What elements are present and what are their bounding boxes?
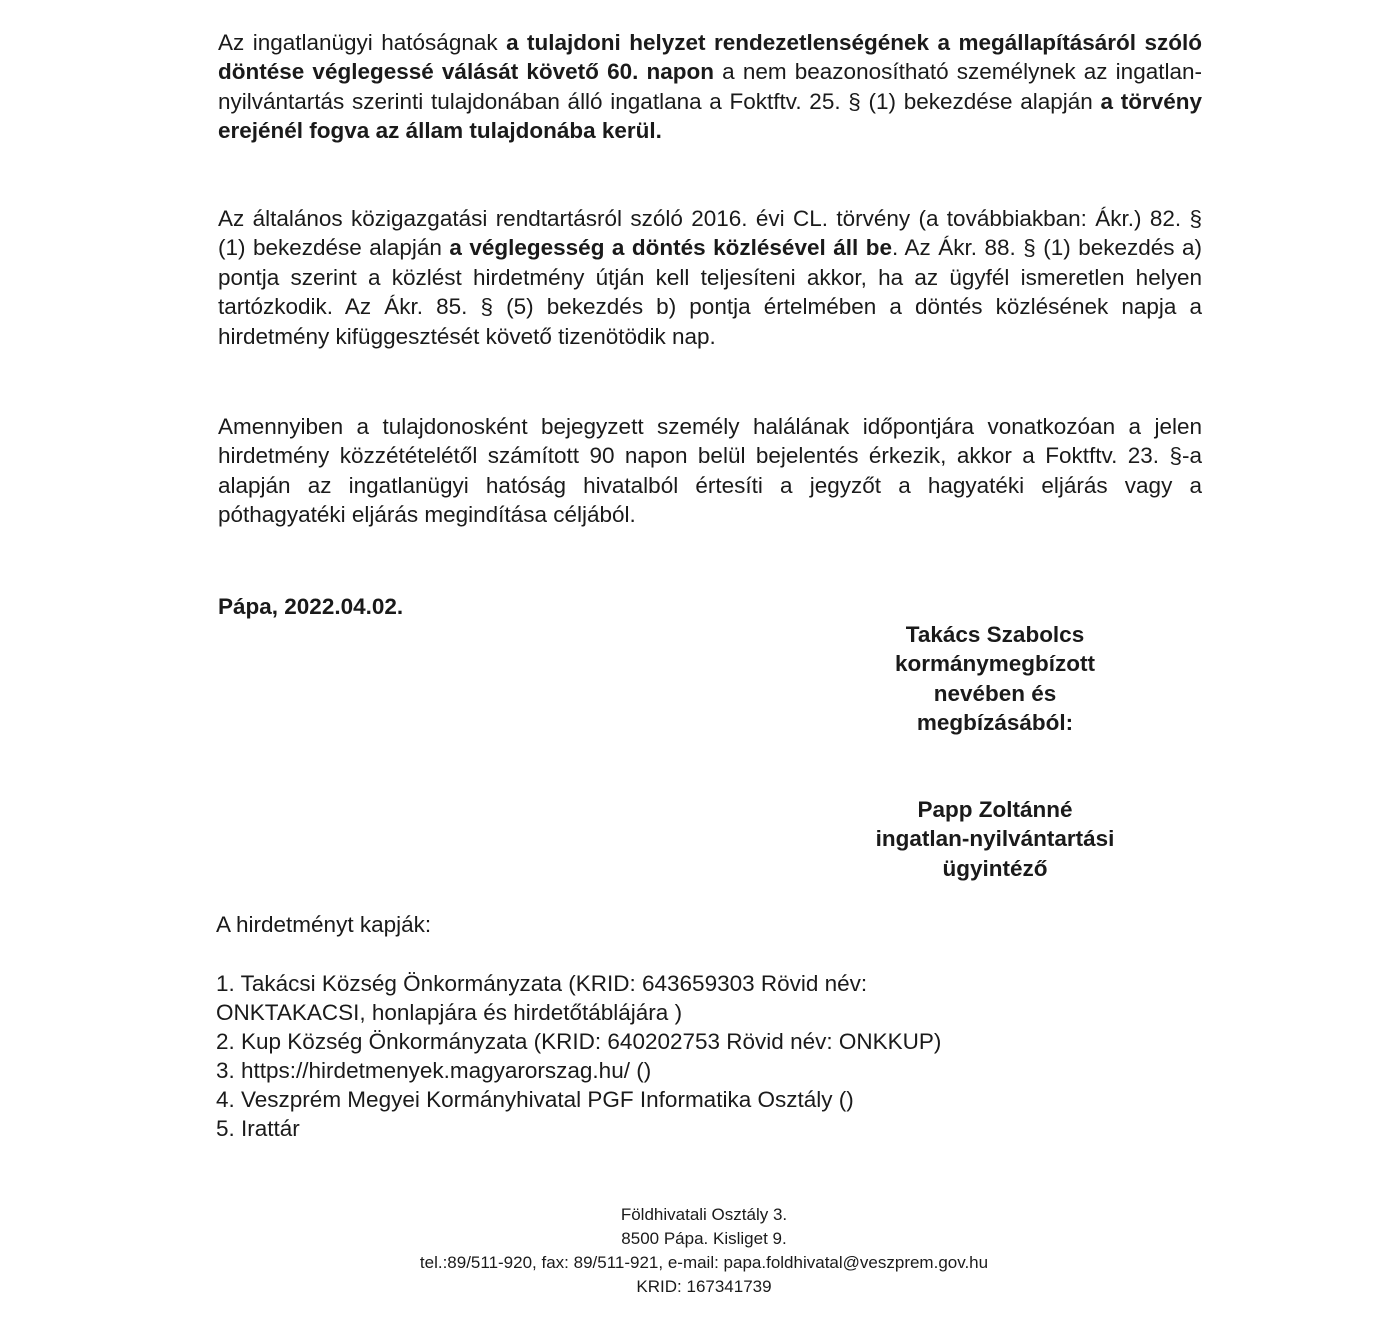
signature-block-authority <box>760 620 1230 738</box>
paragraph-1-seg-2: a nem beazonosítható személynek az ingatlan- nyilvántartás szerinti tulajdonában álló ingatlana a Foktftv. 25. § (1) bekezdése alapján <box>218 59 1202 114</box>
paragraph-2-seg-2: . Az Ákr. 88. § (1) bekezdés a) pontja szerint a közlést hirdetmény útján kell teljesíteni akkor, ha az ügyfél ismeretlen helyen tartózkodik. Az Ákr. 85. § (5) bekezdés b) pontja értelmében a döntés közlésének napja a hirdetmény kifüggesztését követő tizenötödik nap. <box>218 235 1202 349</box>
list-item: 3. https://hirdetmenyek.magyarorszag.hu/ () <box>216 1058 652 1083</box>
list-item: 4. Veszprém Megyei Kormányhivatal PGF Informatika Osztály () <box>216 1087 854 1112</box>
signature-line: ügyintéző <box>942 855 1048 881</box>
paragraph-1-seg-0: Az ingatlanügyi hatóságnak <box>218 30 507 55</box>
signature-line: Papp Zoltánné <box>917 797 1073 822</box>
signature-block-officer <box>760 795 1230 883</box>
paragraph-1-seg-3: a törvény erejénél fogva az állam tulajdonába kerül. <box>218 88 1203 144</box>
signature-line: nevében és <box>933 680 1057 706</box>
recipients-list <box>216 969 1116 1143</box>
footer-office: Földhivatali Osztály 3. <box>620 1205 788 1224</box>
list-item: ONKTAKACSI, honlapjára és hirdetőtáblájára ) <box>216 1000 683 1025</box>
recipients-title: A hirdetményt kapják: <box>216 912 432 937</box>
list-item: 1. Takácsi Község Önkormányzata (KRID: 643659303 Rövid név: <box>216 971 868 996</box>
list-item: 2. Kup Község Önkormányzata (KRID: 640202753 Rövid név: ONKKUP) <box>216 1029 942 1054</box>
footer-krid: KRID: 167341739 <box>636 1277 772 1296</box>
signature-line: megbízásából: <box>916 710 1074 736</box>
signature-line: Takács Szabolcs <box>905 622 1085 647</box>
footer-address: 8500 Pápa. Kisliget 9. <box>621 1229 787 1248</box>
paragraph-2-seg-0: Az általános közigazgatási rendtartásról szóló 2016. évi CL. törvény (a továbbiakban: Ákr.) 82. § (1) bekezdése alapján <box>218 206 1202 261</box>
paragraph-3-seg-0: Amennyiben a tulajdonosként bejegyzett személy halálának időpontjára vonatkozóan a jelen hirdetmény közzétételétől számított 90 napon belül bejelentés érkezik, akkor a Foktftv. 23. §-a alapján az ingatlanügyi hatóság hivatalból értesíti a jegyzőt a hagyatéki eljárás vagy a póthagyatéki eljárás megindítása céljából. <box>218 414 1202 528</box>
paragraph-3 <box>218 412 1202 530</box>
list-item: 5. Irattár <box>216 1116 300 1141</box>
place-date: Pápa, 2022.04.02. <box>218 594 404 619</box>
paragraph-2-seg-1: a véglegesség a döntés közlésével áll be <box>449 235 892 261</box>
footer <box>300 1203 1108 1299</box>
signature-line: kormánymegbízott <box>894 651 1096 677</box>
paragraph-1-seg-1: a tulajdoni helyzet rendezetlenségének a megállapításáról szóló döntése véglegessé válását követő 60. napon <box>218 30 1202 85</box>
paragraph-1 <box>218 28 1202 146</box>
signature-line: ingatlan-nyilvántartási <box>875 826 1115 852</box>
paragraph-2 <box>218 204 1202 351</box>
footer-contact: tel.:89/511-920, fax: 89/511-921, e-mail: papa.foldhivatal@veszprem.gov.hu <box>419 1253 989 1272</box>
